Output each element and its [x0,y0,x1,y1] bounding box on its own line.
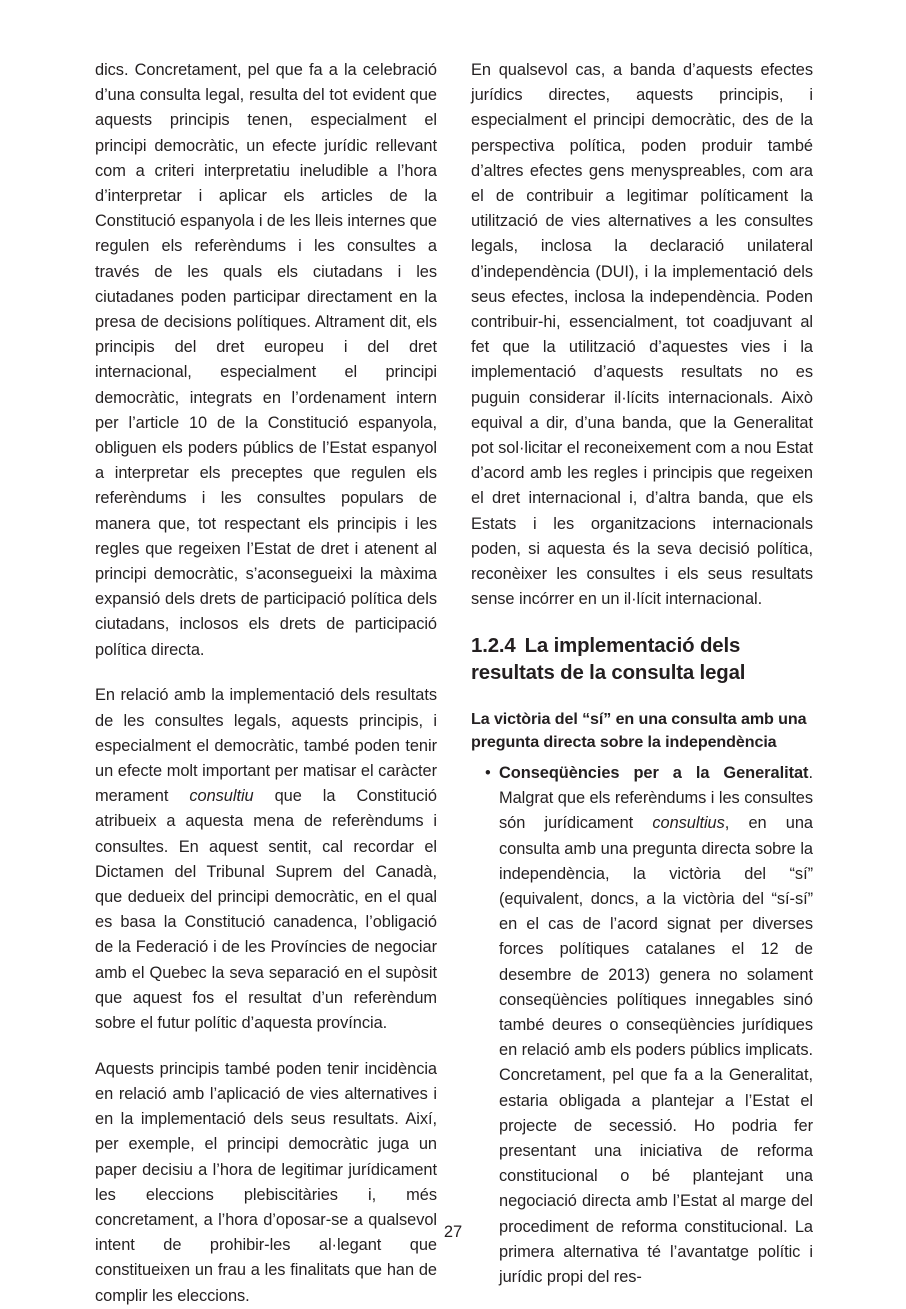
right-column [471,58,813,1290]
text-run: . Malgrat que els referèndums i les consultes són jurídicament [499,763,813,833]
text-run: dics. Concretament, pel que fa a la celebració d’una consulta legal, resulta del tot evident que aquests principis tenen, especialment el principi democràtic, un efecte jurídic rellevant com a criteri interpretatiu ineludible a l’hora d’interpretar i aplicar els articles de la Constitució espanyola i de les lleis internes que regulen els referèndums i les consultes a través de les quals els ciutadans i les ciutadanes poden participar directament en la presa de decisions polítiques. Altrament dit, els principis del dret europeu i del dret internacional, especialment el principi democràtic, integrats en l’ordenament intern per l’article 10 de la Constitució espanyola, obliguen els poders públics de l’Estat espanyol a interpretar els preceptes que regulen els referèndums i les consultes populars de manera que, tot respectant els principis i les regles que regeixen l’Estat de dret i atenent al principi democràtic, s’aconsegueixi la màxima expansió dels drets de participació política dels ciutadans, inclosos els drets de participació política directa. [95,61,437,659]
list-item [471,761,813,1290]
paragraph-2 [95,683,437,1036]
italic-run: consultius [652,814,725,833]
section-title: La implementació dels resultats de la consulta legal [471,634,746,684]
paragraph-1 [95,58,437,663]
paragraph-3 [95,1057,437,1309]
text-run: que la Constitució atribueix a aquesta mena de referèndums i consultes. En aquest sentit, cal recordar el Dictamen del Tribunal Suprem del Canadà, que dedueix del principi democràtic, en el qual es basa la Constitució canadenca, l’obligació de la Federació i de les Províncies de negociar amb el Quebec la seva separació en el supòsit que aquest fos el resultat d’un referèndum sobre el futur polític d’aquesta província. [95,787,437,1033]
sub-heading: La victòria del “sí” en una consulta amb una pregunta directa sobre la independència [471,709,807,751]
italic-run: consultiu [189,787,254,806]
paragraph-4 [471,58,813,612]
text-run: En relació amb la implementació dels resultats de les consultes legals, aquests principis, i especialment el democràtic, també poden tenir un efecte molt important per matisar el caràcter merament [95,686,437,806]
page-number: 27 [443,1223,463,1241]
list-item-text [499,764,813,1286]
section-heading [471,633,813,687]
bullet-point-icon: • [485,763,491,782]
text-run: , en una consulta amb una pregunta directa sobre la independència, la victòria del “sí” (equivalent, doncs, a la victòria del “sí-sí” en el cas de l’acord signat per diverses forces polítiques catalanes el 12 de desembre de 2013) genera no solament conseqüències polítiques innegables sinó també deures o conseqüències jurídiques en relació amb els poders públics implicats. Concretament, pel que fa a la Generalitat, estaria obligada a plantejar a l’Estat el projecte de secessió. Ho podria fer presentant una iniciativa de reforma constitucional o bé plantejant una negociació directa amb l’Estat al marge del procediment de reforma constitucional. La primera alternativa té l’avantatge polític i jurídic propi del res- [499,814,813,1287]
text-run: En qualsevol cas, a banda d’aquests efectes jurídics directes, aquests principis, i especialment el principi democràtic, des de la perspectiva política, poden produir també d’altres efectes gens menyspreables, com ara el de contribuir a legitimar políticament la utilització de vies alternatives a les consultes legals, inclosa la declaració unilateral d’independència (DUI), i la implementació dels seus efectes, inclosa la independència. Poden contribuir-hi, essencialment, tot coadjuvant al fet que la utilització d’aquestes vies i la implementació d’aquests resultats no es puguin considerar il·lícits internacionals. Això equival a dir, d’una banda, que la Generalitat pot sol·licitar el reconeixement com a nou Estat d’acord amb les regles i principis que regeixen el dret internacional i, d’altra banda, que els Estats i les organitzacions internacionals poden, si aquesta és la seva decisió política, reconèixer les consultes i els seus resultats sense incórrer en un il·lícit internacional. [471,61,813,609]
left-column [95,58,437,1309]
bold-run: Conseqüències per a la Generalitat [499,763,809,782]
section-number: 1.2.4 [471,634,516,657]
text-run: Aquests principis també poden tenir incidència en relació amb l’aplicació de vies alternatives i en la implementació dels seus resultats. Així, per exemple, el principi democràtic juga un paper decisiu a l’hora de legitimar jurídicament les eleccions plebiscitàries i, més concretament, a l’hora d’oposar-se a qualsevol intent de prohibir-les al·legant que constitueixen un frau a les finalitats que han de complir les eleccions. [95,1059,437,1305]
bullet-list [471,761,813,1290]
